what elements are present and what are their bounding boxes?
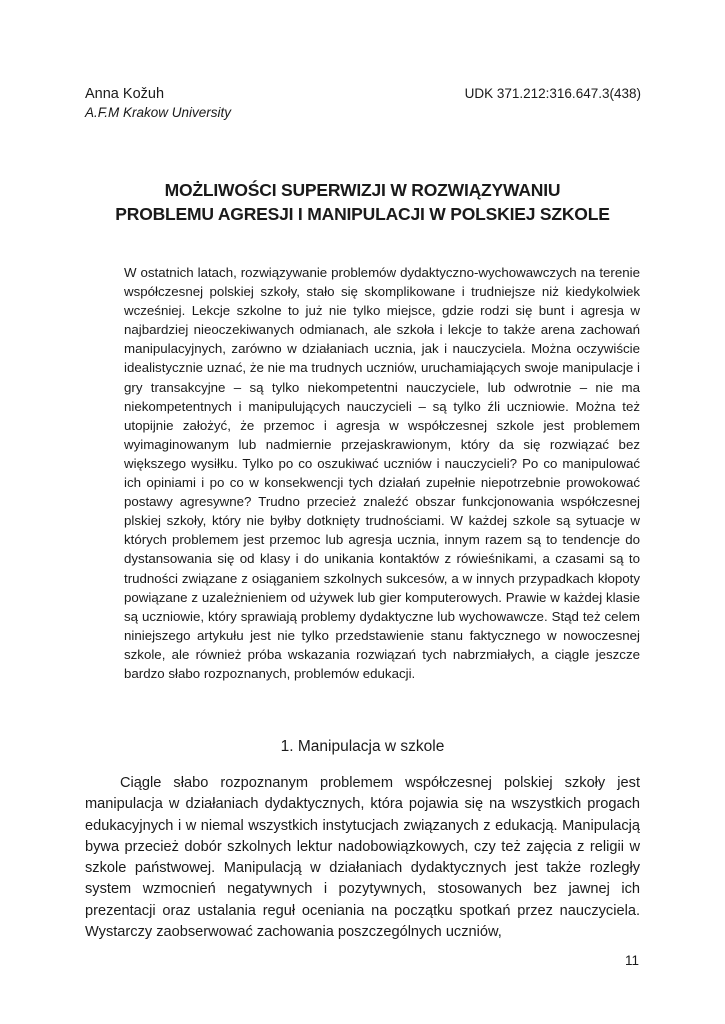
author-affiliation: A.F.M Krakow University [85,105,232,120]
section-heading: 1. Manipulacja w szkole [280,738,445,755]
article-title [100,178,625,226]
title-line-2: PROBLEMU AGRESJI I MANIPULACJI W POLSKIEJ SZKOLE [115,204,610,224]
udk-classification: UDK 371.212:316.647.3(438) [464,86,641,101]
page-number: 11 [624,953,639,968]
abstract-paragraph: W ostatnich latach, rozwiązywanie problemów dydaktyczno-wychowawczych na terenie współczesnej polskiej szkoły, stało się skomplikowane i trudniejsze niż kiedykolwiek wcześniej. Lekcje szkolne to już nie tylko miejsce, gdzie rodzi się bunt i agresja w najbardziej nieoczekiwanych odmianach, ale szkoła i lekcje to także arena zachowań manipulacyjnych, zarówno w działaniach ucznia, jak i nauczyciela. Można oczywiście idealistycznie uznać, że nie ma trudnych uczniów, uruchamiających swoje manipulacje i gry transakcyjne – są tylko niekompetentni nauczyciele, lub odwrotnie – nie ma niekompetentnych i manipulujących nauczycieli – są tylko źli uczniowie. Można też utopijnie założyć, że przemoc i agresja w współczesnej szkole jest problemem wyimaginowanym lub nadmiernie przejaskrawionym, który da się rozwiązać bez większego wysiłku. Tylko po co oszukiwać uczniów i nauczycieli? Po co manipulować ich opiniami i po co w konsekwencji tych działań zupełnie niepotrzebnie prowokować postawy agresywne? Trudno przecież znaleźć obszar funkcjonowania współczesnej plskiej szkoły, który nie byłby dotknięty trudnościami. W każdej szkole są sytuacje w których problemem jest przemoc lub agresja ucznia, innym razem są to tendencje do dystansowania się od klasy i do unikania kontaktów z rówieśnikami, a czasami są to trudności związane z osiąganiem szkolnych sukcesów, a w innych przypadkach kłopoty powiązane z uzależnieniem od używek lub gier komputerowych. Prawie w każdej klasie są uczniowie, który sprawiają problemy dydaktyczne lub wychowawcze. Stąd też celem niniejszego artykułu jest nie tylko przedstawienie stanu faktycznego w nowoczesnej szkole, ale również próba wskazania rozwiązań tych nabrzmiałych, a ciągle jeszcze bardzo słabo rozpoznanych, problemów edukacji. [124,265,640,681]
body-paragraph: Ciągle słabo rozpoznanym problemem współczesnej polskiej szkoły jest manipulacja w działaniach dydaktycznych, która pojawia się na wszystkich progach edukacyjnych i w niemal wszystkich instytucjach związanych z edukacją. Manipulacją bywa przecież dobór szkolnych lektur nadobowiązkowych, czy też zajęcia z religii w szkole państwowej. Manipulacją w działaniach dydaktycznych jest także rozległy system wzmocnień negatywnych i pozytywnych, stosowanych bez jawnej ich prezentacji oraz ustalania reguł oceniania na początku spotkań przez nauczyciela. Wystarczy zaobserwować zachowania poszczególnych uczniów, [85,775,640,941]
author-name: Anna Kožuh [85,86,165,102]
author-block [85,84,231,122]
title-line-1: MOŻLIWOŚCI SUPERWIZJI W ROZWIĄZYWANIU [164,180,561,200]
